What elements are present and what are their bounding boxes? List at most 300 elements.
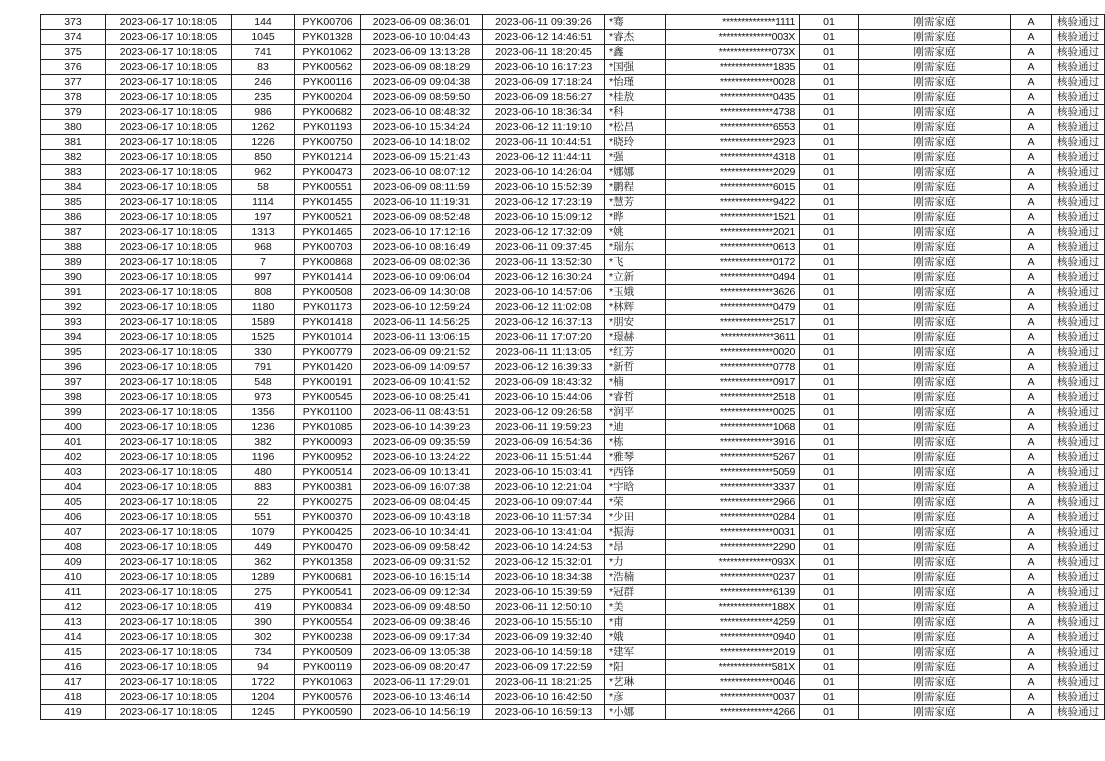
id-number-cell: **************003X xyxy=(666,30,800,45)
row-number-cell: 381 xyxy=(41,135,106,150)
name-cell: *飞 xyxy=(605,255,666,270)
start-time-cell: 2023-06-10 08:16:49 xyxy=(361,240,483,255)
table-row xyxy=(41,270,1105,285)
id-number-cell: **************2517 xyxy=(666,315,800,330)
code-cell: PYK00541 xyxy=(295,585,361,600)
type-code-cell: 01 xyxy=(800,240,859,255)
status-cell: 核验通过 xyxy=(1052,690,1105,705)
end-time-cell: 2023-06-10 15:09:12 xyxy=(483,210,605,225)
row-number-cell: 419 xyxy=(41,705,106,720)
timestamp-cell: 2023-06-17 10:18:05 xyxy=(106,180,232,195)
timestamp-cell: 2023-06-17 10:18:05 xyxy=(106,330,232,345)
table-row xyxy=(41,450,1105,465)
id-number-cell: **************6015 xyxy=(666,180,800,195)
sequence-cell: 1045 xyxy=(232,30,295,45)
row-number-cell: 380 xyxy=(41,120,106,135)
timestamp-cell: 2023-06-17 10:18:05 xyxy=(106,315,232,330)
category-cell: 刚需家庭 xyxy=(859,270,1011,285)
name-cell: *西锋 xyxy=(605,465,666,480)
timestamp-cell: 2023-06-17 10:18:05 xyxy=(106,585,232,600)
type-code-cell: 01 xyxy=(800,300,859,315)
table-row xyxy=(41,660,1105,675)
grade-cell: A xyxy=(1011,570,1052,585)
code-cell: PYK01085 xyxy=(295,420,361,435)
id-number-cell: **************0172 xyxy=(666,255,800,270)
type-code-cell: 01 xyxy=(800,525,859,540)
code-cell: PYK01455 xyxy=(295,195,361,210)
code-cell: PYK00116 xyxy=(295,75,361,90)
name-cell: *慧芳 xyxy=(605,195,666,210)
category-cell: 刚需家庭 xyxy=(859,285,1011,300)
row-number-cell: 413 xyxy=(41,615,106,630)
timestamp-cell: 2023-06-17 10:18:05 xyxy=(106,510,232,525)
sequence-cell: 548 xyxy=(232,375,295,390)
timestamp-cell: 2023-06-17 10:18:05 xyxy=(106,360,232,375)
status-cell: 核验通过 xyxy=(1052,255,1105,270)
category-cell: 刚需家庭 xyxy=(859,225,1011,240)
table-row xyxy=(41,195,1105,210)
start-time-cell: 2023-06-09 09:48:50 xyxy=(361,600,483,615)
sequence-cell: 235 xyxy=(232,90,295,105)
status-cell: 核验通过 xyxy=(1052,15,1105,30)
start-time-cell: 2023-06-09 15:21:43 xyxy=(361,150,483,165)
start-time-cell: 2023-06-09 10:13:41 xyxy=(361,465,483,480)
table-row xyxy=(41,540,1105,555)
start-time-cell: 2023-06-09 13:05:38 xyxy=(361,645,483,660)
type-code-cell: 01 xyxy=(800,75,859,90)
grade-cell: A xyxy=(1011,375,1052,390)
end-time-cell: 2023-06-11 11:13:05 xyxy=(483,345,605,360)
code-cell: PYK00682 xyxy=(295,105,361,120)
table-row xyxy=(41,405,1105,420)
end-time-cell: 2023-06-11 18:20:45 xyxy=(483,45,605,60)
name-cell: *娜娜 xyxy=(605,165,666,180)
type-code-cell: 01 xyxy=(800,135,859,150)
grade-cell: A xyxy=(1011,285,1052,300)
grade-cell: A xyxy=(1011,600,1052,615)
end-time-cell: 2023-06-10 15:03:41 xyxy=(483,465,605,480)
name-cell: *科 xyxy=(605,105,666,120)
timestamp-cell: 2023-06-17 10:18:05 xyxy=(106,690,232,705)
sequence-cell: 362 xyxy=(232,555,295,570)
id-number-cell: **************3626 xyxy=(666,285,800,300)
end-time-cell: 2023-06-12 16:39:33 xyxy=(483,360,605,375)
code-cell: PYK01465 xyxy=(295,225,361,240)
name-cell: *晓玲 xyxy=(605,135,666,150)
id-number-cell: **************0917 xyxy=(666,375,800,390)
code-cell: PYK00370 xyxy=(295,510,361,525)
status-cell: 核验通过 xyxy=(1052,540,1105,555)
code-cell: PYK00868 xyxy=(295,255,361,270)
table-row xyxy=(41,555,1105,570)
type-code-cell: 01 xyxy=(800,540,859,555)
code-cell: PYK00681 xyxy=(295,570,361,585)
timestamp-cell: 2023-06-17 10:18:05 xyxy=(106,45,232,60)
grade-cell: A xyxy=(1011,150,1052,165)
start-time-cell: 2023-06-09 09:17:34 xyxy=(361,630,483,645)
name-cell: *璟赫 xyxy=(605,330,666,345)
id-number-cell: **************1068 xyxy=(666,420,800,435)
start-time-cell: 2023-06-10 16:15:14 xyxy=(361,570,483,585)
table-row xyxy=(41,525,1105,540)
code-cell: PYK00703 xyxy=(295,240,361,255)
row-number-cell: 374 xyxy=(41,30,106,45)
row-number-cell: 392 xyxy=(41,300,106,315)
table-row xyxy=(41,645,1105,660)
code-cell: PYK00521 xyxy=(295,210,361,225)
type-code-cell: 01 xyxy=(800,420,859,435)
start-time-cell: 2023-06-09 10:41:52 xyxy=(361,375,483,390)
sequence-cell: 808 xyxy=(232,285,295,300)
code-cell: PYK00509 xyxy=(295,645,361,660)
name-cell: *阳 xyxy=(605,660,666,675)
end-time-cell: 2023-06-11 19:59:23 xyxy=(483,420,605,435)
id-number-cell: **************2021 xyxy=(666,225,800,240)
row-number-cell: 383 xyxy=(41,165,106,180)
table-row xyxy=(41,360,1105,375)
type-code-cell: 01 xyxy=(800,120,859,135)
row-number-cell: 407 xyxy=(41,525,106,540)
status-cell: 核验通过 xyxy=(1052,630,1105,645)
id-number-cell: **************0479 xyxy=(666,300,800,315)
id-number-cell: **************4318 xyxy=(666,150,800,165)
end-time-cell: 2023-06-10 15:44:06 xyxy=(483,390,605,405)
start-time-cell: 2023-06-09 09:12:34 xyxy=(361,585,483,600)
sequence-cell: 1289 xyxy=(232,570,295,585)
table-row xyxy=(41,615,1105,630)
grade-cell: A xyxy=(1011,465,1052,480)
table-row xyxy=(41,75,1105,90)
name-cell: *润平 xyxy=(605,405,666,420)
row-number-cell: 388 xyxy=(41,240,106,255)
end-time-cell: 2023-06-12 15:32:01 xyxy=(483,555,605,570)
status-cell: 核验通过 xyxy=(1052,90,1105,105)
end-time-cell: 2023-06-10 15:55:10 xyxy=(483,615,605,630)
table-row xyxy=(41,585,1105,600)
end-time-cell: 2023-06-11 09:37:45 xyxy=(483,240,605,255)
category-cell: 刚需家庭 xyxy=(859,150,1011,165)
sequence-cell: 968 xyxy=(232,240,295,255)
table-row xyxy=(41,105,1105,120)
sequence-cell: 1722 xyxy=(232,675,295,690)
category-cell: 刚需家庭 xyxy=(859,600,1011,615)
sequence-cell: 1226 xyxy=(232,135,295,150)
start-time-cell: 2023-06-09 09:21:52 xyxy=(361,345,483,360)
row-number-cell: 382 xyxy=(41,150,106,165)
table-row xyxy=(41,480,1105,495)
grade-cell: A xyxy=(1011,615,1052,630)
sequence-cell: 302 xyxy=(232,630,295,645)
row-number-cell: 406 xyxy=(41,510,106,525)
start-time-cell: 2023-06-10 12:59:24 xyxy=(361,300,483,315)
table-body xyxy=(41,15,1105,720)
id-number-cell: **************4259 xyxy=(666,615,800,630)
sequence-cell: 734 xyxy=(232,645,295,660)
sequence-cell: 83 xyxy=(232,60,295,75)
name-cell: *浩楠 xyxy=(605,570,666,585)
id-number-cell: **************6139 xyxy=(666,585,800,600)
row-number-cell: 375 xyxy=(41,45,106,60)
sequence-cell: 1180 xyxy=(232,300,295,315)
type-code-cell: 01 xyxy=(800,600,859,615)
status-cell: 核验通过 xyxy=(1052,525,1105,540)
sequence-cell: 246 xyxy=(232,75,295,90)
id-number-cell: **************2966 xyxy=(666,495,800,510)
category-cell: 刚需家庭 xyxy=(859,165,1011,180)
type-code-cell: 01 xyxy=(800,345,859,360)
sequence-cell: 741 xyxy=(232,45,295,60)
sequence-cell: 330 xyxy=(232,345,295,360)
category-cell: 刚需家庭 xyxy=(859,405,1011,420)
status-cell: 核验通过 xyxy=(1052,660,1105,675)
category-cell: 刚需家庭 xyxy=(859,360,1011,375)
sequence-cell: 58 xyxy=(232,180,295,195)
timestamp-cell: 2023-06-17 10:18:05 xyxy=(106,210,232,225)
grade-cell: A xyxy=(1011,555,1052,570)
code-cell: PYK00779 xyxy=(295,345,361,360)
timestamp-cell: 2023-06-17 10:18:05 xyxy=(106,435,232,450)
end-time-cell: 2023-06-10 15:52:39 xyxy=(483,180,605,195)
code-cell: PYK00514 xyxy=(295,465,361,480)
code-cell: PYK00275 xyxy=(295,495,361,510)
row-number-cell: 414 xyxy=(41,630,106,645)
name-cell: *荣 xyxy=(605,495,666,510)
table-row xyxy=(41,60,1105,75)
sequence-cell: 1356 xyxy=(232,405,295,420)
end-time-cell: 2023-06-12 16:30:24 xyxy=(483,270,605,285)
code-cell: PYK01014 xyxy=(295,330,361,345)
grade-cell: A xyxy=(1011,165,1052,180)
category-cell: 刚需家庭 xyxy=(859,60,1011,75)
id-number-cell: **************0237 xyxy=(666,570,800,585)
end-time-cell: 2023-06-09 16:54:36 xyxy=(483,435,605,450)
table-row xyxy=(41,150,1105,165)
timestamp-cell: 2023-06-17 10:18:05 xyxy=(106,375,232,390)
status-cell: 核验通过 xyxy=(1052,375,1105,390)
start-time-cell: 2023-06-11 08:43:51 xyxy=(361,405,483,420)
end-time-cell: 2023-06-10 16:59:13 xyxy=(483,705,605,720)
type-code-cell: 01 xyxy=(800,270,859,285)
name-cell: *少田 xyxy=(605,510,666,525)
id-number-cell: **************093X xyxy=(666,555,800,570)
table-row xyxy=(41,495,1105,510)
row-number-cell: 373 xyxy=(41,15,106,30)
type-code-cell: 01 xyxy=(800,465,859,480)
row-number-cell: 404 xyxy=(41,480,106,495)
end-time-cell: 2023-06-11 10:44:51 xyxy=(483,135,605,150)
type-code-cell: 01 xyxy=(800,210,859,225)
code-cell: PYK00470 xyxy=(295,540,361,555)
status-cell: 核验通过 xyxy=(1052,210,1105,225)
status-cell: 核验通过 xyxy=(1052,675,1105,690)
type-code-cell: 01 xyxy=(800,360,859,375)
name-cell: *瑞东 xyxy=(605,240,666,255)
code-cell: PYK00576 xyxy=(295,690,361,705)
start-time-cell: 2023-06-10 09:06:04 xyxy=(361,270,483,285)
category-cell: 刚需家庭 xyxy=(859,480,1011,495)
code-cell: PYK00562 xyxy=(295,60,361,75)
end-time-cell: 2023-06-09 17:22:59 xyxy=(483,660,605,675)
code-cell: PYK00554 xyxy=(295,615,361,630)
type-code-cell: 01 xyxy=(800,690,859,705)
status-cell: 核验通过 xyxy=(1052,225,1105,240)
row-number-cell: 387 xyxy=(41,225,106,240)
table-row xyxy=(41,225,1105,240)
grade-cell: A xyxy=(1011,495,1052,510)
row-number-cell: 377 xyxy=(41,75,106,90)
type-code-cell: 01 xyxy=(800,615,859,630)
name-cell: *朋安 xyxy=(605,315,666,330)
category-cell: 刚需家庭 xyxy=(859,465,1011,480)
sequence-cell: 7 xyxy=(232,255,295,270)
timestamp-cell: 2023-06-17 10:18:05 xyxy=(106,150,232,165)
code-cell: PYK01062 xyxy=(295,45,361,60)
end-time-cell: 2023-06-10 16:42:50 xyxy=(483,690,605,705)
name-cell: *力 xyxy=(605,555,666,570)
status-cell: 核验通过 xyxy=(1052,555,1105,570)
code-cell: PYK00551 xyxy=(295,180,361,195)
end-time-cell: 2023-06-10 13:41:04 xyxy=(483,525,605,540)
name-cell: *林辉 xyxy=(605,300,666,315)
timestamp-cell: 2023-06-17 10:18:05 xyxy=(106,480,232,495)
start-time-cell: 2023-06-11 13:06:15 xyxy=(361,330,483,345)
status-cell: 核验通过 xyxy=(1052,285,1105,300)
sequence-cell: 94 xyxy=(232,660,295,675)
status-cell: 核验通过 xyxy=(1052,75,1105,90)
timestamp-cell: 2023-06-17 10:18:05 xyxy=(106,300,232,315)
category-cell: 刚需家庭 xyxy=(859,90,1011,105)
timestamp-cell: 2023-06-17 10:18:05 xyxy=(106,75,232,90)
id-number-cell: **************9422 xyxy=(666,195,800,210)
type-code-cell: 01 xyxy=(800,315,859,330)
start-time-cell: 2023-06-09 08:36:01 xyxy=(361,15,483,30)
name-cell: *娥 xyxy=(605,630,666,645)
status-cell: 核验通过 xyxy=(1052,300,1105,315)
end-time-cell: 2023-06-12 11:19:10 xyxy=(483,120,605,135)
type-code-cell: 01 xyxy=(800,705,859,720)
row-number-cell: 401 xyxy=(41,435,106,450)
type-code-cell: 01 xyxy=(800,435,859,450)
name-cell: *建军 xyxy=(605,645,666,660)
code-cell: PYK00093 xyxy=(295,435,361,450)
table-row xyxy=(41,420,1105,435)
row-number-cell: 415 xyxy=(41,645,106,660)
type-code-cell: 01 xyxy=(800,510,859,525)
id-number-cell: **************0613 xyxy=(666,240,800,255)
table-row xyxy=(41,45,1105,60)
category-cell: 刚需家庭 xyxy=(859,510,1011,525)
sequence-cell: 1313 xyxy=(232,225,295,240)
row-number-cell: 399 xyxy=(41,405,106,420)
type-code-cell: 01 xyxy=(800,480,859,495)
table-row xyxy=(41,285,1105,300)
name-cell: *彦 xyxy=(605,690,666,705)
start-time-cell: 2023-06-09 08:02:36 xyxy=(361,255,483,270)
type-code-cell: 01 xyxy=(800,585,859,600)
start-time-cell: 2023-06-10 14:18:02 xyxy=(361,135,483,150)
status-cell: 核验通过 xyxy=(1052,495,1105,510)
row-number-cell: 378 xyxy=(41,90,106,105)
end-time-cell: 2023-06-11 15:51:44 xyxy=(483,450,605,465)
status-cell: 核验通过 xyxy=(1052,465,1105,480)
timestamp-cell: 2023-06-17 10:18:05 xyxy=(106,645,232,660)
type-code-cell: 01 xyxy=(800,105,859,120)
status-cell: 核验通过 xyxy=(1052,435,1105,450)
grade-cell: A xyxy=(1011,405,1052,420)
code-cell: PYK00204 xyxy=(295,90,361,105)
status-cell: 核验通过 xyxy=(1052,120,1105,135)
name-cell: *桂敖 xyxy=(605,90,666,105)
start-time-cell: 2023-06-09 08:52:48 xyxy=(361,210,483,225)
type-code-cell: 01 xyxy=(800,90,859,105)
start-time-cell: 2023-06-10 08:07:12 xyxy=(361,165,483,180)
sequence-cell: 551 xyxy=(232,510,295,525)
status-cell: 核验通过 xyxy=(1052,165,1105,180)
id-number-cell: **************5267 xyxy=(666,450,800,465)
status-cell: 核验通过 xyxy=(1052,360,1105,375)
name-cell: *玉娥 xyxy=(605,285,666,300)
record-table xyxy=(40,14,1105,720)
status-cell: 核验通过 xyxy=(1052,585,1105,600)
grade-cell: A xyxy=(1011,630,1052,645)
category-cell: 刚需家庭 xyxy=(859,330,1011,345)
name-cell: *红芳 xyxy=(605,345,666,360)
type-code-cell: 01 xyxy=(800,45,859,60)
end-time-cell: 2023-06-10 15:39:59 xyxy=(483,585,605,600)
type-code-cell: 01 xyxy=(800,675,859,690)
grade-cell: A xyxy=(1011,450,1052,465)
end-time-cell: 2023-06-10 09:07:44 xyxy=(483,495,605,510)
id-number-cell: **************1835 xyxy=(666,60,800,75)
start-time-cell: 2023-06-11 17:29:01 xyxy=(361,675,483,690)
category-cell: 刚需家庭 xyxy=(859,15,1011,30)
code-cell: PYK01358 xyxy=(295,555,361,570)
row-number-cell: 379 xyxy=(41,105,106,120)
end-time-cell: 2023-06-11 12:50:10 xyxy=(483,600,605,615)
type-code-cell: 01 xyxy=(800,15,859,30)
name-cell: *睿哲 xyxy=(605,390,666,405)
category-cell: 刚需家庭 xyxy=(859,690,1011,705)
grade-cell: A xyxy=(1011,45,1052,60)
category-cell: 刚需家庭 xyxy=(859,555,1011,570)
start-time-cell: 2023-06-09 10:43:18 xyxy=(361,510,483,525)
grade-cell: A xyxy=(1011,435,1052,450)
grade-cell: A xyxy=(1011,540,1052,555)
row-number-cell: 389 xyxy=(41,255,106,270)
timestamp-cell: 2023-06-17 10:18:05 xyxy=(106,675,232,690)
table-row xyxy=(41,330,1105,345)
start-time-cell: 2023-06-10 11:19:31 xyxy=(361,195,483,210)
category-cell: 刚需家庭 xyxy=(859,435,1011,450)
row-number-cell: 409 xyxy=(41,555,106,570)
type-code-cell: 01 xyxy=(800,570,859,585)
code-cell: PYK01100 xyxy=(295,405,361,420)
table-row xyxy=(41,255,1105,270)
end-time-cell: 2023-06-11 13:52:30 xyxy=(483,255,605,270)
id-number-cell: **************3611 xyxy=(666,330,800,345)
grade-cell: A xyxy=(1011,345,1052,360)
name-cell: *松昌 xyxy=(605,120,666,135)
end-time-cell: 2023-06-10 18:34:38 xyxy=(483,570,605,585)
end-time-cell: 2023-06-09 18:43:32 xyxy=(483,375,605,390)
code-cell: PYK01173 xyxy=(295,300,361,315)
type-code-cell: 01 xyxy=(800,495,859,510)
grade-cell: A xyxy=(1011,120,1052,135)
name-cell: *睿杰 xyxy=(605,30,666,45)
code-cell: PYK01414 xyxy=(295,270,361,285)
row-number-cell: 391 xyxy=(41,285,106,300)
start-time-cell: 2023-06-09 14:30:08 xyxy=(361,285,483,300)
